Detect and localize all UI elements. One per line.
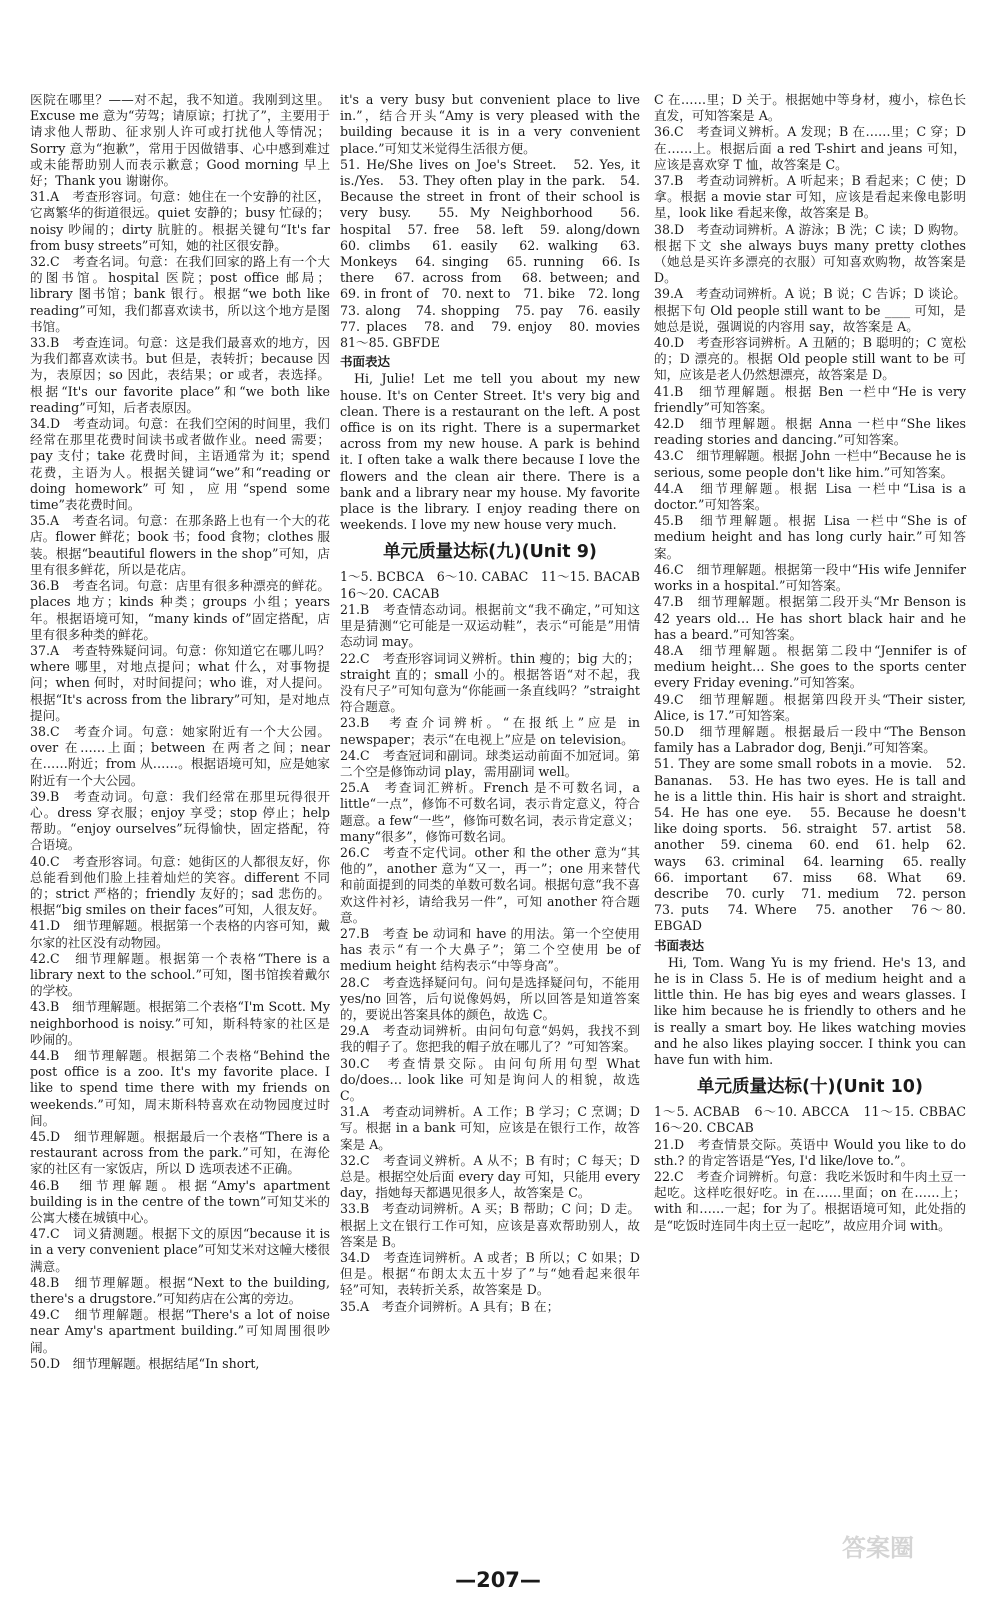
answer-entry: 49.C 细节理解题。根据“There's a lot of noise near Amy's apartment building.”可知周围很吵闹。 — [30, 1307, 330, 1355]
answer-entry: 26.C 考查不定代词。other 和 the other 意为“其他的”，another 意为“又一，再一”；one 用来替代和前面提到的同类的单数可数名词。根据句意“我不喜欢这件衬衫，请给我另一件”，可知 another 符合题意。 — [340, 844, 640, 925]
writing-label: 书面表达 — [340, 354, 391, 370]
answer-entry: 31.A 考查形容词。句意：她住在一个安静的社区，它离繁华的街道很远。quiet 安静的；busy 忙碌的；noisy 吵闹的；dirty 肮脏的。根据关键句“It's far from busy streets”可知，她的社区很安静。 — [30, 189, 330, 253]
answer-entry: 42.C 细节理解题。根据第一个表格“There is a library next to the school.”可知，图书馆挨着戴尔的学校。 — [30, 950, 330, 999]
answer-entry: 22.C 考查介词辨析。句意：我吃米饭时和牛肉土豆一起吃。这样吃很好吃。in 在……里面；on 在……上；with 和……一起；for 为了。根据语境可知，此处指的是“吃饭时连同牛肉土豆一起吃”，故应用介词 with。 — [654, 1169, 966, 1233]
answer-entry: 39.A 考查动词辨析。A 说；B 说；C 告诉；D 谈论。根据下句 Old people still want to be ____ 可知，是她总是说，强调说的内容用 say，故答案是 A。 — [654, 286, 966, 334]
column-left — [30, 92, 330, 1372]
answer-entry: 50.D 细节理解题。根据结尾“In short, — [30, 1355, 260, 1371]
unit-heading: 单元质量达标(九)(Unit 9) — [383, 542, 597, 563]
answer-entry: 33.B 考查动词辨析。A 买；B 帮助；C 问；D 走。根据上文在银行工作可知，应该是喜欢帮助别人，故答案是 B。 — [340, 1201, 640, 1249]
answer-entry: 41.D 细节理解题。根据第一个表格的内容可知，戴尔家的社区没有动物园。 — [30, 918, 330, 950]
answer-entry: 51. He/She lives on Joe's Street. 52. Yes, it is./Yes. 53. They often play in the park. 54. Because the street in front of their school is very busy. 55. My Neighborhood 56. hospital 57. free 58. left 59. along/down 60. climbs 61. easily 62. walking 63. Monkeys 64. singing 65. running 66. Is there 67. across from 68. between; and 69. in front of 70. next to 71. bike 72. long 73. along 74. shopping 75. pay 76. easily 77. places 78. and 79. enjoy 80. movies 81～85. GBFDE — [340, 156, 653, 351]
answer-entry: 50.D 细节理解题。根据最后一段中“The Benson family has a Labrador dog, Benji.”可知答案。 — [654, 723, 966, 756]
page-number: —207— — [455, 1568, 541, 1592]
answer-entry: 37.B 考查动词辨析。A 听起来；B 看起来；C 使；D 拿。根据 a movie star 可知，应该是看起来像电影明星，look like 看起来像，故答案是 B。 — [654, 173, 966, 221]
answer-entry: 44.A 细节理解题。根据 Lisa 一栏中“Lisa is a doctor.”可知答案。 — [654, 480, 966, 513]
answer-entry: 51. They are some small robots in a movie. 52. Bananas. 53. He has two eyes. He is tall and he is a little thin. His hair is short and straight. 54. He has one eye. 55. Because he doesn't like doing sports. 56. straight 57. artist 58. another 59. cinema 60. end 61. help 62. ways 63. criminal 64. learning 65. really 66. important 67. miss 68. What 69. describe 70. curly 71. medium 72. person 73. puts 74. Where 75. another 76～80. EBGAD — [654, 756, 979, 934]
answer-entry: 42.D 细节理解题。根据 Anna 一栏中“She likes reading stories and dancing.”可知答案。 — [654, 416, 966, 448]
answer-entry: 34.D 考查动词。句意：在我们空闲的时间里，我们经常在那里花费时间读书或者做作业。need 需要；pay 支付；take 花费时间，主语通常为 it；spend 花费，主语为人。根据关键词“we”和“reading or doing homework”可知，应用“spend some time”表花费时间。 — [30, 416, 330, 513]
answer-entry: 32.C 考查名词。句意：在我们回家的路上有一个大的图书馆。hospital 医院；post office 邮局；library 图书馆；bank 银行。根据“we both like reading”可知，我们都喜欢读书，所以这个地方是图书馆。 — [30, 254, 330, 334]
answer-entry: 38.C 考查介词。句意：她家附近有一个大公园。over 在……上面；between 在两者之间；near 在……附近；from 从……。根据语境可知，应是她家附近有一个大公园。 — [30, 723, 330, 788]
column-middle — [340, 92, 653, 1315]
answer-entry: 36.C 考查词义辨析。A 发现；B 在……里；C 穿；D 在……上。根据后面 a red T-shirt and jeans 可知，应该是喜欢穿 T 恤，故答案是 C。 — [654, 124, 966, 172]
answer-entry: 41.B 细节理解题。根据 Ben 一栏中“He is very friendly”可知答案。 — [654, 383, 966, 415]
answer-entry: it's a very busy but convenient place to live in.”，结合开头“Amy is very pleased with the building because it is in a very convenient place.”可知艾米觉得生活很方便。 — [340, 92, 640, 156]
answer-entry: 32.C 考查词义辨析。A 从不；B 有时；C 每天；D 总是。根据空处后面 every day 可知，只能用 every day，指她每天都遇见很多人，故答案是 C。 — [340, 1152, 640, 1201]
answer-entry: 29.A 考查动词辨析。由问句句意“妈妈，我找不到我的帽子了。您把我的帽子放在哪儿了？”可知答案。 — [340, 1023, 640, 1055]
answer-entry: 44.B 细节理解题。根据第二个表格“Behind the post office is a zoo. It's my favorite place. I like to spend time there with my friends on weekends.”可知，周末斯科特喜欢在动物园度过时间。 — [30, 1047, 330, 1128]
answer-entry: 45.D 细节理解题。根据最后一个表格“There is a restaurant across from the park.”可知，在海伦家的社区有一家饭店，所以 D 选项表述不正确。 — [30, 1129, 330, 1177]
answer-entry: 47.C 词义猜测题。根据下文的原因“because it is in a very convenient place”可知艾米对这幢大楼很满意。 — [30, 1226, 330, 1274]
answer-entry: 1～5. ACBAB 6～10. ABCCA 11～15. CBBAC 16～20. CBCAB — [654, 1104, 979, 1136]
answer-entry: 30.C 考查情景交际。由问句所用句型 What do/does… look like 可知是询问人的相貌，故选 C。 — [340, 1055, 640, 1103]
answer-entry: 37.A 考查特殊疑问词。句意：你知道它在哪儿吗？where 哪里，对地点提问；what 什么，对事物提问；when 何时，对时间提问；who 谁，对人提问。根据“It's across from the library”可知，是对地点提问。 — [30, 642, 330, 723]
answer-entry: 35.A 考查名词。句意：在那条路上也有一个大的花店。flower 鲜花；book 书；food 食物；clothes 服装。根据“beautiful flowers in the shop”可知，店里有很多鲜花，所以是花店。 — [30, 513, 330, 577]
writing-essay: Hi, Tom. Wang Yu is my friend. He's 13, and he is in Class 5. He is of medium height and a little thin. He has big eyes and wears glasses. I like him because he is friendly to others and he is really a smart boy. He likes watching movies and he also likes playing soccer. I think you can have fun with him. — [654, 954, 966, 1067]
answer-entry: 40.C 考查形容词。句意：她街区的人都很友好，你总能看到他们脸上挂着灿烂的笑容。different 不同的；strict 严格的；friendly 友好的；sad 悲伤的。根据“big smiles on their faces”可知，人很友好。 — [30, 853, 330, 918]
writing-essay: Hi, Julie! Let me tell you about my new house. It's on Center Street. It's very big and clean. There is a restaurant on the left. A post office is on its right. There is a supermarket across from my new house. A park is behind it. I often take a walk there because I love the flowers and the clean air there. There is a bank and a library near my house. My favorite place is the library. I enjoy reading there on weekends. I love my new house very much. — [340, 371, 640, 533]
column-right — [654, 92, 979, 1234]
answer-entry: 33.B 考查连词。句意：这是我们最喜欢的地方，因为我们都喜欢读书。but 但是，表转折；because 因为，表原因；so 因此，表结果；or 或者，表选择。根据“It's our favorite place”和“we both like reading”可知，后者表原因。 — [30, 335, 330, 415]
answer-entry: 25.A 考查词汇辨析。French 是不可数名词，a little“一点”，修饰不可数名词，表示肯定意义，符合题意。a few“一些”，修饰可数名词，表示肯定意义；many“很多”，修饰可数名词。 — [340, 780, 640, 844]
answer-entry: C 在……里；D 关于。根据她中等身材，瘦小，棕色长直发，可知答案是 A。 — [654, 92, 966, 124]
answer-entry: 43.B 细节理解题。根据第二个表格“I'm Scott. My neighborhood is noisy.”可知，斯科特家的社区是吵闹的。 — [30, 999, 330, 1047]
answer-entry: 39.B 考查动词。句意：我们经常在那里玩得很开心。dress 穿衣服；enjoy 享受；stop 停止；help 帮助。“enjoy ourselves”玩得愉快，固定搭配，符合语境。 — [30, 788, 330, 853]
answer-entry: 45.B 细节理解题。根据 Lisa 一栏中“She is of medium height and has long curly hair.”可知答案。 — [654, 513, 966, 561]
answer-entry: 38.D 考查动词辨析。A 游泳；B 洗；C 读；D 购物。根据下文 she always buys many pretty clothes（她总是买许多漂亮的衣服）可知喜欢购物，故答案是 D。 — [654, 221, 966, 286]
answer-entry: 47.B 细节理解题。根据第二段开头“Mr Benson is 42 years old… He has short black hair and he has a beard.”可知答案。 — [654, 594, 966, 642]
answer-entry: 1～5. BCBCA 6～10. CABAC 11～15. BACAB 16～20. CACAB — [340, 569, 653, 601]
writing-label: 书面表达 — [654, 937, 705, 953]
answer-entry: 21.D 考查情景交际。英语中 Would you like to do sth.? 的肯定答语是“Yes, I'd like/love to.”。 — [654, 1136, 966, 1168]
answer-entry: 49.C 细节理解题。根据第四段开头“Their sister, Alice, is 17.”可知答案。 — [654, 691, 966, 723]
answer-entry: 27.B 考查 be 动词和 have 的用法。第一个空使用 has 表示“有一个大鼻子”；第二个空使用 be of medium height 结构表示“中等身高”。 — [340, 925, 640, 974]
answer-entry: 48.A 细节理解题。根据第二段中“Jennifer is of medium height… She goes to the sports center every Friday evening.”可知答案。 — [654, 642, 966, 691]
answer-entry: 46.B 细节理解题。根据“Amy's apartment building is in the centre of the town”可知艾米的公寓大楼在城镇中心。 — [30, 1177, 330, 1226]
answer-entry: 48.B 细节理解题。根据“Next to the building, there's a drugstore.”可知药店在公寓的旁边。 — [30, 1274, 330, 1307]
answer-entry: 43.C 细节理解题。根据 John 一栏中“Because he is serious, some people don't like him.”可知答案。 — [654, 448, 966, 480]
answer-entry: 24.C 考查冠词和副词。球类运动前面不加冠词。第二个空是修饰动词 play，需用副词 well。 — [340, 747, 640, 779]
answer-entry: 40.D 考查形容词辨析。A 丑陋的；B 聪明的；C 宽松的；D 漂亮的。根据 Old people still want to be 可知，应该是老人仍然想漂亮，故答案是 D。 — [654, 335, 966, 383]
answer-entry: 医院在哪里？——对不起，我不知道。我刚到这里。Excuse me 意为“劳驾；请原谅；打扰了”，主要用于请求他人帮助、征求别人许可或打扰他人等情况；Sorry 意为“抱歉”，常用于因做错事、心中感到难过或未能帮助别人而表示歉意；Good morning 早上好；Thank you 谢谢你。 — [30, 92, 330, 189]
answer-entry: 28.C 考查选择疑问句。问句是选择疑问句，不能用 yes/no 回答，后句说像妈妈，所以回答是知道答案的，要说出答案具体的颜色，故选 C。 — [340, 974, 640, 1022]
watermark-logo: 答案圈 — [842, 1534, 914, 1562]
answer-entry: 35.A 考查介词辨析。A 具有；B 在； — [340, 1298, 560, 1314]
answer-entry: 31.A 考查动词辨析。A 工作；B 学习；C 烹调；D 写。根据 in a bank 可知，应该是在银行工作，故答案是 A。 — [340, 1104, 640, 1152]
answer-entry: 34.D 考查连词辨析。A 或者；B 所以；C 如果；D 但是。根据“布朗太太五十岁了”与“她看起来很年轻”可知，表转折关系，故答案是 D。 — [340, 1250, 640, 1298]
unit-heading: 单元质量达标(十)(Unit 10) — [697, 1077, 923, 1098]
answer-entry: 46.C 细节理解题。根据第一段中“His wife Jennifer works in a hospital.”可知答案。 — [654, 561, 966, 594]
answer-entry: 36.B 考查名词。句意：店里有很多种漂亮的鲜花。places 地方；kinds 种类；groups 小组；years 年。根据语境可知，“many kinds of”固定搭配，店里有很多种类的鲜花。 — [30, 578, 330, 642]
answer-entry: 22.C 考查形容词词义辨析。thin 瘦的；big 大的；straight 直的；small 小的。根据答语“对不起，我没有尺子”可知句意为“你能画一条直线吗？”straight 符合题意。 — [340, 650, 640, 715]
answer-entry: 21.B 考查情态动词。根据前文“我不确定，”可知这里是猜测“它可能是一双运动鞋”，表示“可能是”用情态动词 may。 — [340, 601, 640, 650]
answer-entry: 23.B 考查介词辨析。“在报纸上”应是 in newspaper；表示“在电视上”应是 on television。 — [340, 715, 640, 747]
